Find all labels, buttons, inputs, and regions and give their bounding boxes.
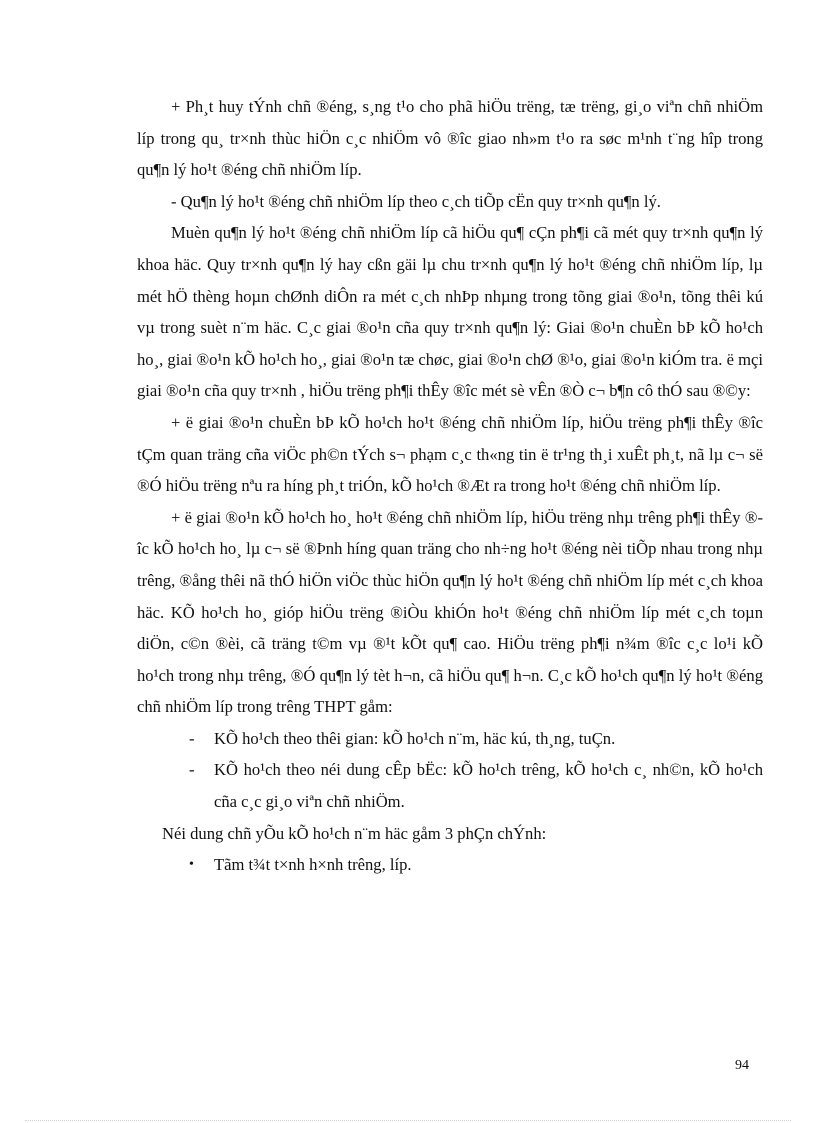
list-item-time-plan bbox=[137, 723, 763, 755]
paragraph-management-process: Muèn qu¶n lý ho¹t ®éng chñ nhiÖm líp cã hiÖu qu¶ cÇn ph¶i cã mét quy tr×nh qu¶n lý khoa häc. Quy tr×nh qu¶n lý hay cßn gäi lµ chu tr×nh qu¶n lý ho¹t ®éng chñ nhiÖm líp, lµ mét hÖ thèng hoµn chØnh diÔn ra mét c¸ch nhÞp nhµng trong tõng giai ®o¹n, tõng thêi kú vµ trong suèt n¨m häc. C¸c giai ®o¹n cña quy tr×nh qu¶n lý: Giai ®o¹n chuÈn bÞ kÕ ho¹ch ho¸, giai ®o¹n kÕ ho¹ch ho¸, giai ®o¹n tæ chøc, giai ®o¹n chØ ®¹o, giai ®o¹n kiÓm tra. ë mçi giai ®o¹n cña quy tr×nh , hiÖu trëng ph¶i thÊy ®îc mét sè vÊn ®Ò c¬ b¶n cô thÓ sau ®©y: bbox=[137, 223, 763, 401]
footer-divider bbox=[25, 1120, 791, 1121]
list-item-text: KÕ ho¹ch theo néi dung cÊp bËc: kÕ ho¹ch trêng, kÕ ho¹ch c¸ nh©n, kÕ ho¹ch cña c¸c gi¸o viªn chñ nhiÖm. bbox=[214, 760, 763, 812]
dash-marker: - bbox=[189, 760, 195, 780]
dash-marker: - bbox=[189, 728, 195, 748]
paragraph-process-approach: - Qu¶n lý ho¹t ®éng chñ nhiÖm líp theo c¸ch tiÕp cËn quy tr×nh qu¶n lý. bbox=[171, 191, 661, 211]
list-item-content-plan bbox=[137, 754, 763, 817]
list-item-text: Tãm t¾t t×nh h×nh trêng, líp. bbox=[214, 855, 412, 875]
bullet-marker: • bbox=[189, 857, 194, 873]
paragraph-planning-stage: + ë giai ®o¹n kÕ ho¹ch ho¸ ho¹t ®éng chñ nhiÖm líp, hiÖu trëng nhµ trêng ph¶i thÊy ®îc kÕ ho¹ch ho¸ lµ c¬ së ®Þnh híng quan träng cho nh÷ng ho¹t ®éng nèi tiÕp nhau trong nhµ trêng, ®ång thêi nã thÓ hiÖn viÖc thùc hiÖn qu¶n lý ho¹t ®éng chñ nhiÖm líp mét c¸ch khoa häc. KÕ ho¹ch ho¸ gióp hiÖu trëng ®iÒu khiÓn ho¹t ®éng chñ nhiÖm líp mét c¸ch toµn diÖn, c©n ®èi, cã träng t©m vµ ®¹t kÕt qu¶ cao. HiÖu trëng ph¶i n¾m ®îc c¸c lo¹i kÕ ho¹ch trong nhµ trêng, ®Ó qu¶n lý tèt h¬n, cã hiÖu qu¶ h¬n. C¸c kÕ ho¹ch qu¶n lý ho¹t ®éng chñ nhiÖm líp trong trêng THPT gåm: bbox=[137, 507, 763, 717]
paragraph-role-promotion: + Ph¸t huy tÝnh chñ ®éng, s¸ng t¹o cho phã hiÖu trëng, tæ trëng, gi¸o viªn chñ nhiÖm líp trong qu¸ tr×nh thùc hiÖn c¸c nhiÖm vô ®îc giao nh»m t¹o ra søc m¹nh t¨ng hîp trong qu¶n lý ho¹t ®éng chñ nhiÖm líp. bbox=[137, 97, 763, 180]
page-number: 94 bbox=[735, 1058, 749, 1073]
paragraph-content-intro: Néi dung chñ yÕu kÕ ho¹ch n¨m häc gåm 3 phÇn chÝnh: bbox=[162, 823, 547, 843]
list-item-text: KÕ ho¹ch theo thêi gian: kÕ ho¹ch n¨m, häc kú, th¸ng, tuÇn. bbox=[214, 728, 616, 748]
body-text bbox=[137, 91, 763, 881]
paragraph-preparation-stage: + ë giai ®o¹n chuÈn bÞ kÕ ho¹ch ho¹t ®éng chñ nhiÖm líp, hiÖu trëng ph¶i thÊy ®îc tÇm quan träng cña viÖc ph©n tÝch s¬ phạm c¸c th«ng tin ë tr¹ng th¸i xuÊt ph¸t, nã lµ c¬ së ®Ó hiÖu trëng nªu ra híng ph¸t triÓn, kÕ ho¹ch ®Æt ra trong ho¹t ®éng chñ nhiÖm líp. bbox=[137, 412, 763, 496]
list-item-summary bbox=[137, 849, 763, 881]
